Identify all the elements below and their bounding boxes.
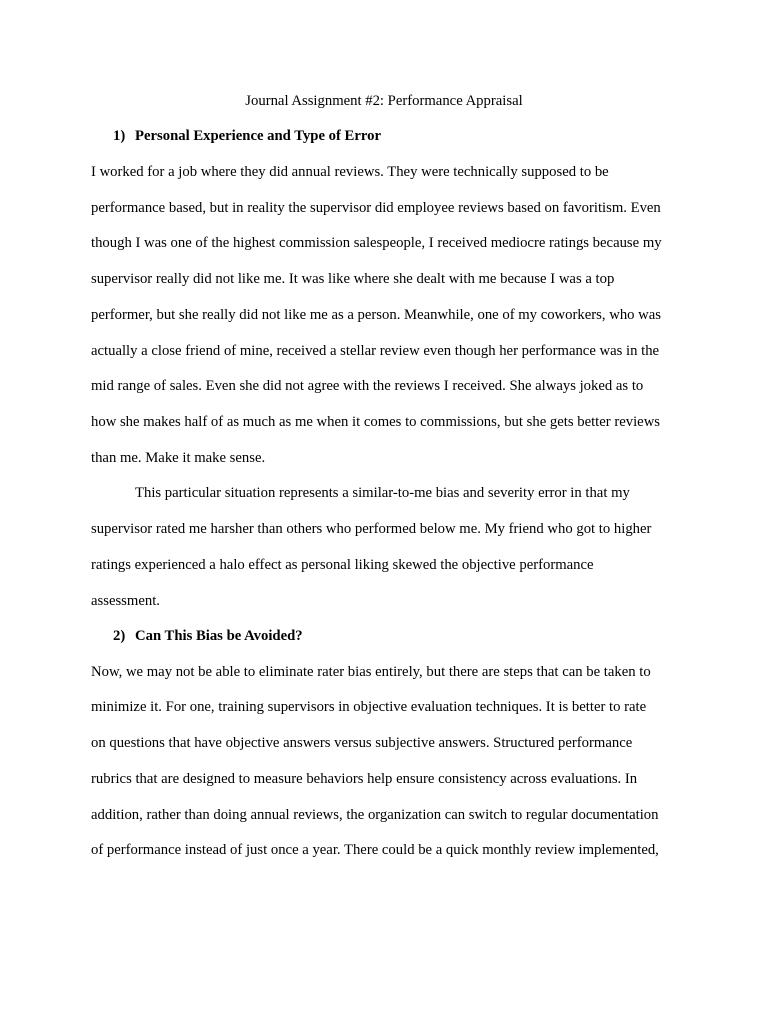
body-line: performance based, but in reality the supervisor did employee reviews based on favoritism. Even [91,200,661,216]
body-line: This particular situation represents a similar-to-me bias and severity error in that my [135,485,630,501]
body-line: how she makes half of as much as me when it comes to commissions, but she gets better reviews [91,414,661,430]
section-1-number: 1) [113,128,126,144]
body-line: I worked for a job where they did annual reviews. They were technically supposed to be [91,164,609,180]
body-line: addition, rather than doing annual reviews, the organization can switch to regular documentation [91,807,659,823]
body-line: on questions that have objective answers versus subjective answers. Structured performance [91,735,633,751]
section-1-heading-text: Personal Experience and Type of Error [135,128,381,144]
body-line: mid range of sales. Even she did not agree with the reviews I received. She always joked as to [91,378,644,394]
body-line: rubrics that are designed to measure behaviors help ensure consistency across evaluations. In [91,771,638,787]
section-2-heading [113,628,303,645]
section-2-heading-text: Can This Bias be Avoided? [135,628,303,644]
document-title: Journal Assignment #2: Performance Appraisal [245,93,523,109]
body-line: Now, we may not be able to eliminate rater bias entirely, but there are steps that can be taken to [91,664,651,680]
body-line: minimize it. For one, training supervisors in objective evaluation techniques. It is better to rate [91,699,647,715]
body-line: ratings experienced a halo effect as personal liking skewed the objective performance [91,557,594,573]
body-line: assessment. [91,593,160,609]
body-line: than me. Make it make sense. [91,450,266,466]
body-line: actually a close friend of mine, received a stellar review even though her performance was in the [91,343,660,359]
section-1-heading [113,128,381,145]
body-line: supervisor really did not like me. It was like where she dealt with me because I was a top [91,271,615,287]
body-line: performer, but she really did not like me as a person. Meanwhile, one of my coworkers, who was [91,307,662,323]
body-line: supervisor rated me harsher than others who performed below me. My friend who got to higher [91,521,652,537]
body-line: of performance instead of just once a year. There could be a quick monthly review implemented, [91,842,659,858]
body-line: though I was one of the highest commission salespeople, I received mediocre ratings because my [91,235,662,251]
section-2-number: 2) [113,628,126,644]
